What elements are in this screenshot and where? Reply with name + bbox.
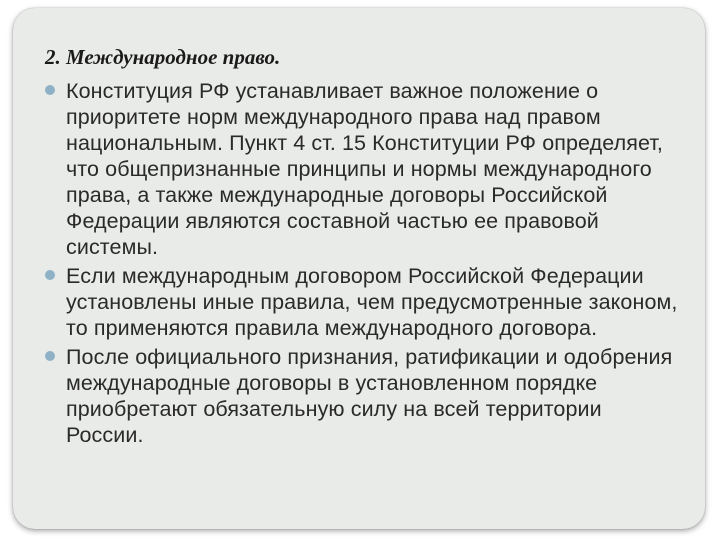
slide-heading: 2. Международное право. (45, 45, 281, 69)
bullet-dot-icon (45, 351, 55, 361)
bullet-dot-icon (45, 270, 55, 280)
list-item (45, 78, 685, 260)
list-item (45, 344, 685, 448)
list-item (45, 263, 685, 341)
bullet-text: После официального признания, ратификации и одобрения международные договоры в установленном порядке приобретают обязательную силу на всей территории России. (66, 345, 673, 447)
bullet-text: Если международным договором Российской Федерации установлены иные правила, чем предусмотренные законом, то применяются правила международного договора. (66, 264, 678, 340)
bullet-text: Конституция РФ устанавливает важное положение о приоритете норм международного права над правом национальным. Пункт 4 ст. 15 Конституции РФ определяет, что общепризнанные принципы и нормы международного права, а также международные договоры Российской Федерации являются составной частью ее правовой системы. (66, 79, 663, 259)
bullet-dot-icon (45, 85, 55, 95)
bullet-list (45, 78, 685, 451)
